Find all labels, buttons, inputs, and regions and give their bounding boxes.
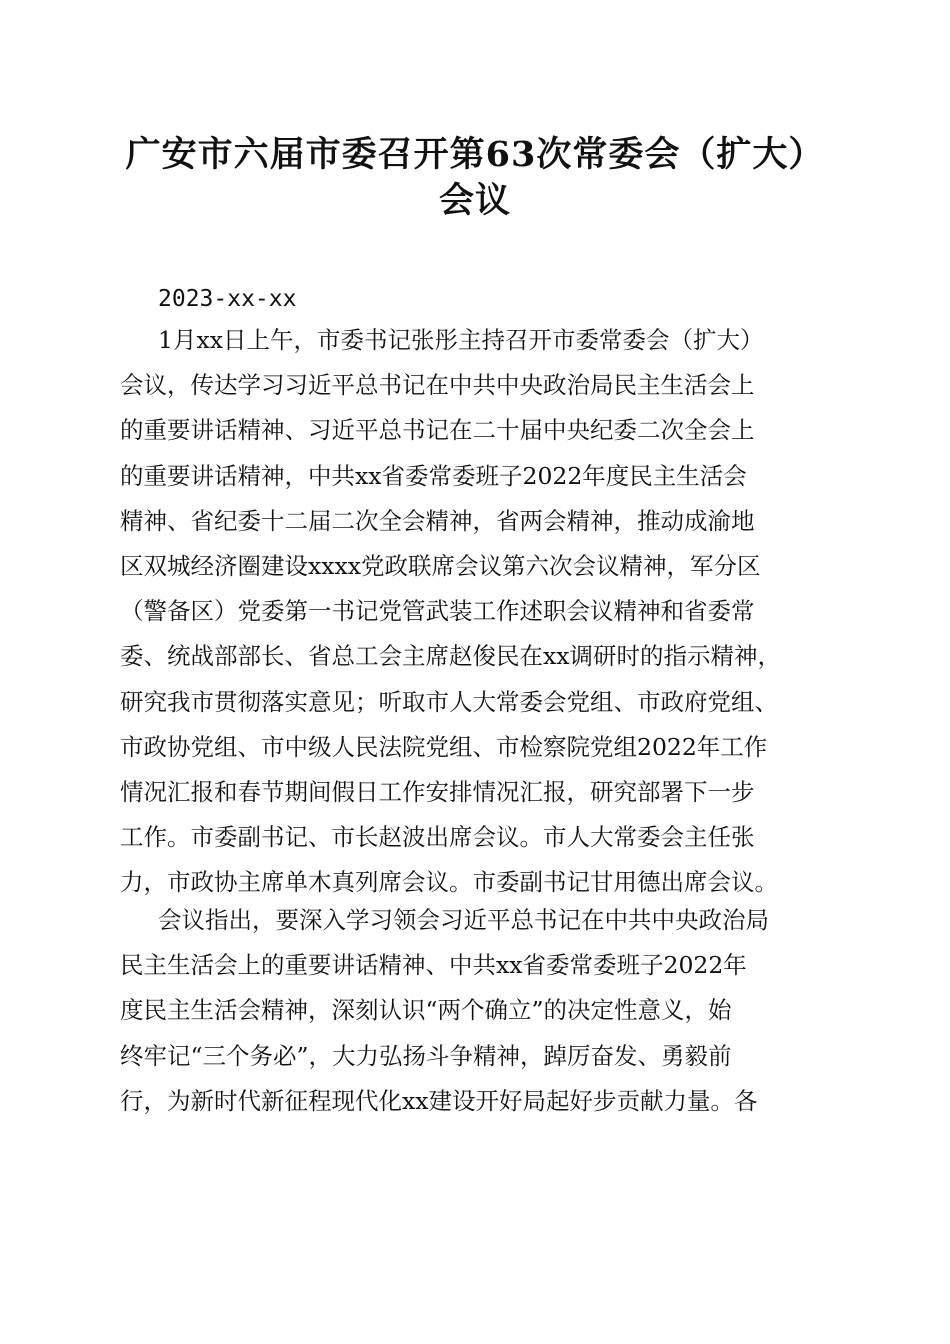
text-line: 精神、省纪委十二届二次全会精神，省两会精神，推动成渝地 — [120, 506, 755, 535]
text-line: 的重要讲话精神，中共xx省委常委班子2022年度民主生活会 — [120, 461, 747, 490]
document-date: 2023-xx-xx — [158, 286, 297, 312]
paragraph-2 — [120, 898, 835, 1124]
text-line: 力，市政协主席单木真列席会议。市委副书记甘用德出席会议。 — [120, 868, 778, 897]
title-line-2: 会议 — [438, 180, 511, 221]
text-line: 会议，传达学习习近平总书记在中共中央政治局民主生活会上 — [120, 371, 755, 400]
text-line: 度民主生活会精神，深刻认识“两个确立”的决定性意义，始 — [120, 996, 732, 1025]
text-line: 的重要讲话精神、习近平总书记在二十届中央纪委二次全会上 — [120, 416, 755, 445]
text-line: 终牢记“三个务必”，大力弘扬斗争精神，踔厉奋发、勇毅前 — [120, 1041, 732, 1070]
text-line: 会议指出，要深入学习领会习近平总书记在中共中央政治局 — [158, 906, 769, 934]
text-line: （警备区）党委第一书记党管武装工作述职会议精神和省委常 — [120, 597, 755, 626]
paragraph-1 — [120, 318, 835, 905]
text-line: 行，为新时代新征程现代化xx建设开好局起好步贡献力量。各 — [120, 1086, 758, 1115]
text-line: 市政协党组、市中级人民法院党组、市检察院党组2022年工作 — [120, 732, 768, 761]
text-line: 1月xx日上午，市委书记张彤主持召开市委常委会（扩大） — [158, 326, 764, 354]
text-line: 区双城经济圈建设xxxx党政联席会议第六次会议精神，军分区 — [120, 551, 761, 580]
text-line: 研究我市贯彻落实意见；听取市人大常委会党组、市政府党组、 — [120, 687, 778, 716]
text-line: 民主生活会上的重要讲话精神、中共xx省委常委班子2022年 — [120, 951, 747, 980]
title-line-1: 广安市六届市委召开第63次常委会（扩大） — [125, 134, 825, 175]
document-title — [100, 132, 850, 224]
text-line: 委、统战部部长、省总工会主席赵俊民在xx调研时的指示精神， — [120, 642, 782, 671]
text-line: 情况汇报和春节期间假日工作安排情况汇报，研究部署下一步 — [120, 777, 755, 806]
text-line: 工作。市委副书记、市长赵波出席会议。市人大常委会主任张 — [120, 823, 755, 852]
